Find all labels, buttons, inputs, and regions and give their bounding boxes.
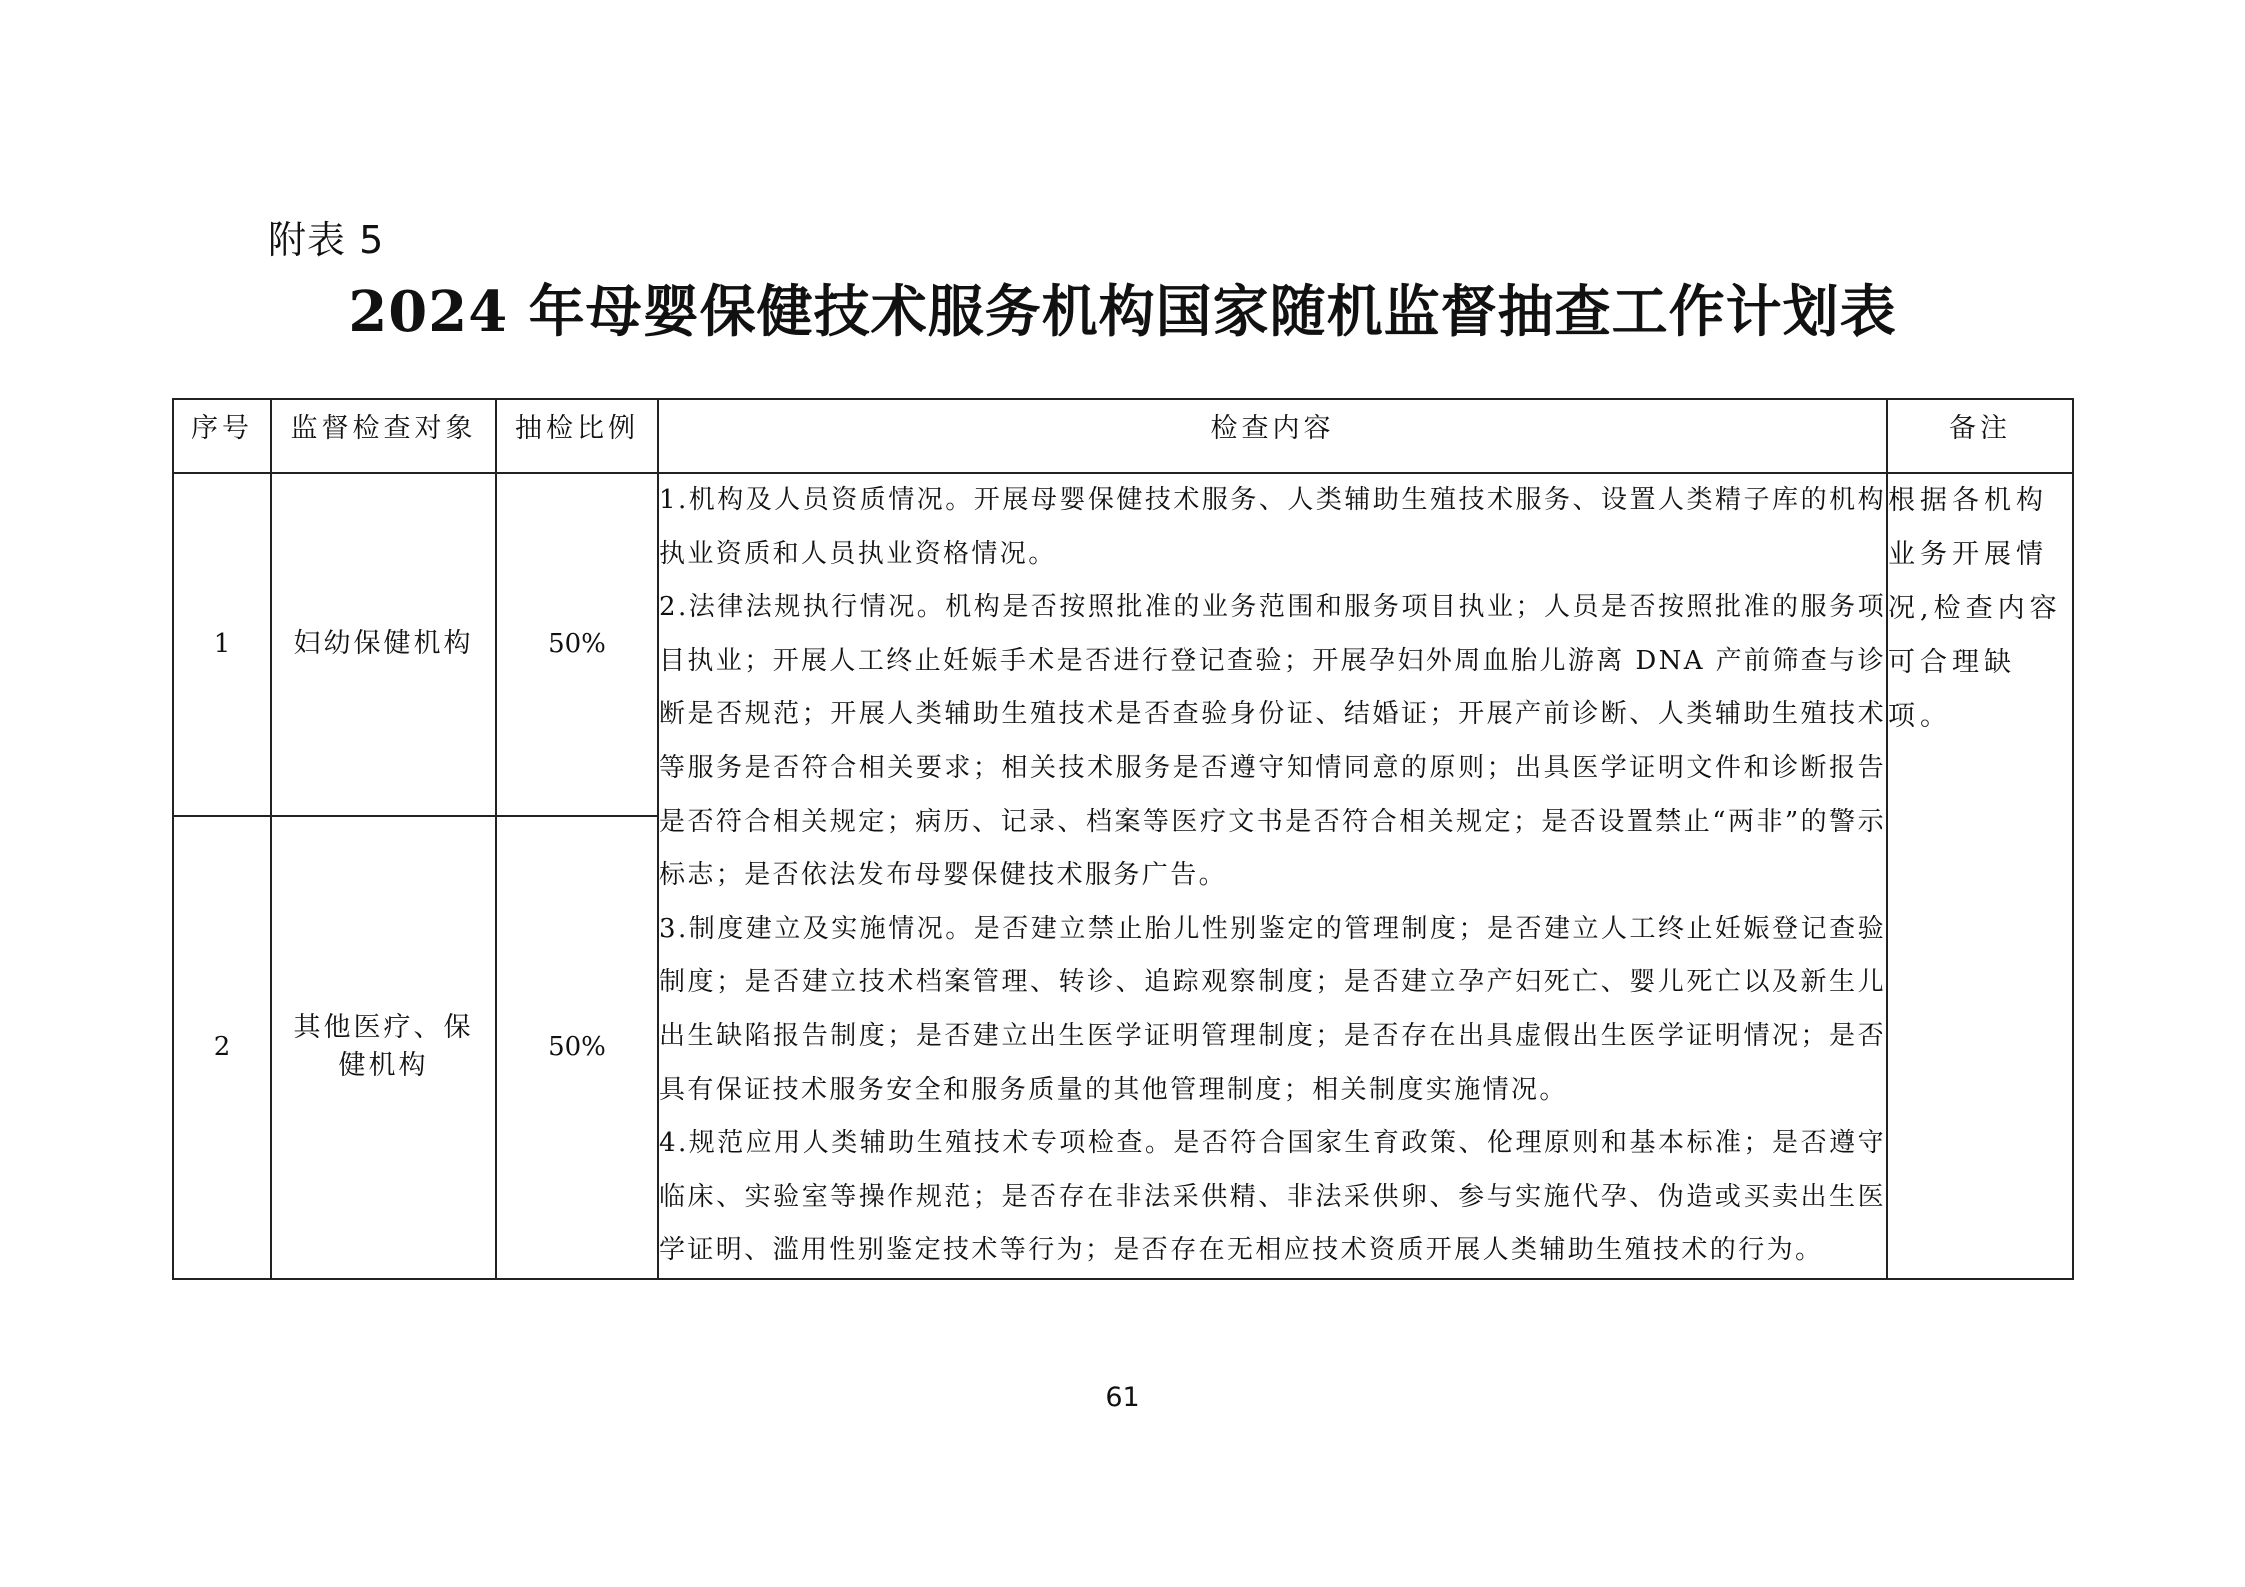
row-index: 1 — [173, 473, 271, 816]
table-header-row — [173, 399, 2073, 473]
header-ratio: 抽检比例 — [496, 399, 658, 473]
header-index: 序号 — [173, 399, 271, 473]
content-item: 4.规范应用人类辅助生殖技术专项检查。是否符合国家生育政策、伦理原则和基本标准；是否遵守临床、实验室等操作规范；是否存在非法采供精、非法采供卵、参与实施代孕、伪造或买卖出生医学证明、滥用性别鉴定技术等行为；是否存在无相应技术资质开展人类辅助生殖技术的行为。 — [659, 1128, 1886, 1266]
header-content: 检查内容 — [658, 399, 1887, 473]
content-item: 3.制度建立及实施情况。是否建立禁止胎儿性别鉴定的管理制度；是否建立人工终止妊娠登记查验制度；是否建立技术档案管理、转诊、追踪观察制度；是否建立孕产妇死亡、婴儿死亡以及新生儿出生缺陷报告制度；是否建立出生医学证明管理制度；是否存在出具虚假出生医学证明情况；是否具有保证技术服务安全和服务质量的其他管理制度；相关制度实施情况。 — [659, 913, 1886, 1105]
content-item: 2.法律法规执行情况。机构是否按照批准的业务范围和服务项目执业；人员是否按照批准的服务项目执业；开展人工终止妊娠手术是否进行登记查验；开展孕妇外周血胎儿游离 DNA 产前筛查与诊断是否规范；开展人类辅助生殖技术是否查验身份证、结婚证；开展产前诊断、人类辅助生殖技术等服务是否符合相关要求；相关技术服务是否遵守知情同意的原则；出具医学证明文件和诊断报告是否符合相关规定；病历、记录、档案等医疗文书是否符合相关规定；是否设置禁止“两非”的警示标志；是否依法发布母婴保健技术服务广告。 — [659, 592, 1886, 891]
row-target: 妇幼保健机构 — [271, 473, 496, 816]
row-index: 2 — [173, 816, 271, 1279]
header-target: 监督检查对象 — [271, 399, 496, 473]
note-cell: 根据各机构业务开展情况,检查内容可合理缺项。 — [1887, 473, 2073, 1279]
row-ratio: 50% — [496, 473, 658, 816]
page-number: 61 — [1105, 1382, 1140, 1413]
inspection-plan-table — [172, 398, 2074, 1280]
header-note: 备注 — [1887, 399, 2073, 473]
row-target: 其他医疗、保健机构 — [271, 816, 496, 1279]
row-ratio: 50% — [496, 816, 658, 1279]
table-row — [173, 473, 2073, 816]
inspection-content-cell — [658, 473, 1887, 1279]
document-title: 2024 年母婴保健技术服务机构国家随机监督抽查工作计划表 — [348, 279, 1897, 345]
content-item: 1.机构及人员资质情况。开展母婴保健技术服务、人类辅助生殖技术服务、设置人类精子库的机构执业资质和人员执业资格情况。 — [659, 485, 1886, 569]
annex-label: 附表 5 — [268, 218, 385, 262]
